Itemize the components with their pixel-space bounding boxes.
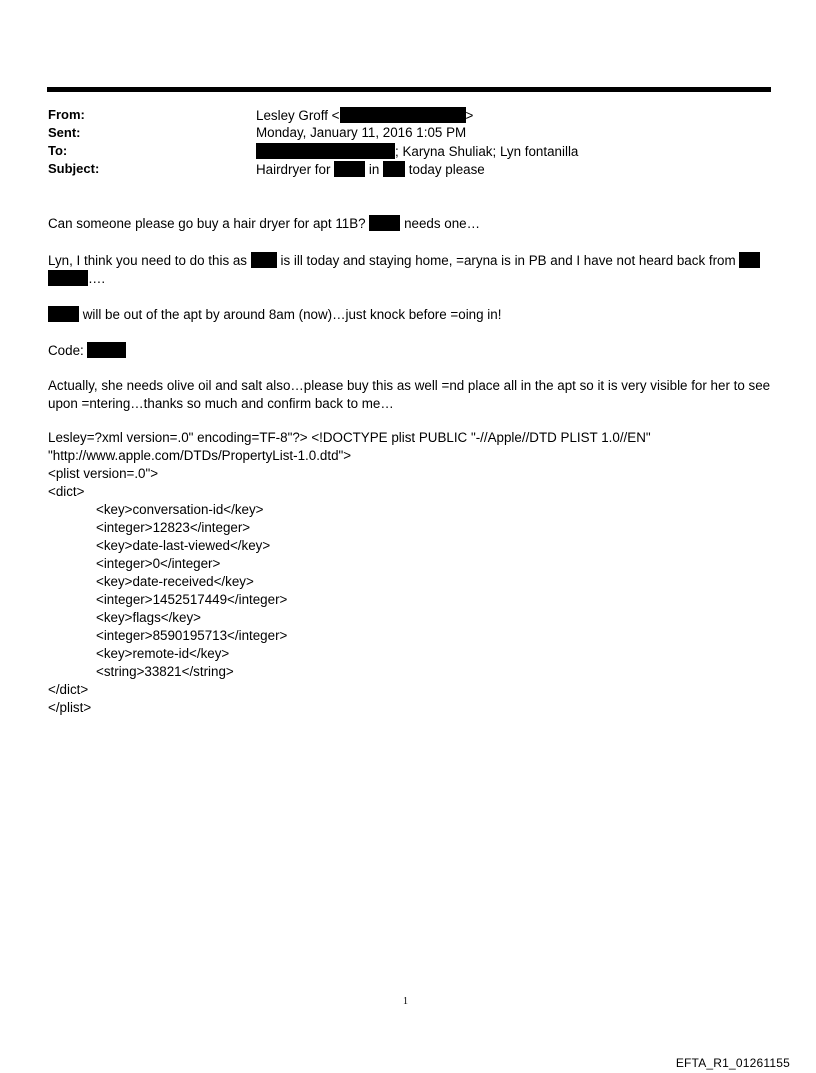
document-id: EFTA_R1_01261155 bbox=[675, 1056, 790, 1070]
plist-line: <dict> bbox=[48, 484, 85, 499]
plist-line: <key>date-received</key> bbox=[96, 574, 254, 589]
body-paragraph-3 bbox=[48, 306, 501, 324]
body-text: Lyn, I think you need to do this as bbox=[48, 253, 248, 268]
body-text: is ill today and staying home, =aryna is in PB and I have not heard back from bbox=[280, 253, 736, 268]
from-name: Lesley Groff < bbox=[256, 108, 340, 123]
plist-line: Lesley=?xml version=.0" encoding=TF-8"?> <!DOCTYPE plist PUBLIC "-//Apple//DTD PLIST 1.0//EN" bbox=[48, 430, 651, 445]
plist-line: <string>33821</string> bbox=[96, 664, 234, 679]
to-label: To: bbox=[48, 143, 68, 158]
redaction-box bbox=[383, 161, 405, 177]
plist-line: <integer>1452517449</integer> bbox=[96, 592, 288, 607]
plist-block bbox=[48, 429, 651, 717]
body-text: …. bbox=[88, 271, 106, 286]
to-recipients: ; Karyna Shuliak; Lyn fontanilla bbox=[395, 144, 579, 159]
redaction-box bbox=[87, 342, 126, 358]
from-close: > bbox=[465, 108, 474, 123]
body-text: needs one… bbox=[404, 216, 481, 231]
body-text: Can someone please go buy a hair dryer for apt 11B? bbox=[48, 216, 366, 231]
sent-label: Sent: bbox=[48, 125, 81, 140]
body-paragraph-2 bbox=[48, 252, 760, 270]
redaction-box bbox=[48, 270, 88, 286]
redaction-box bbox=[251, 252, 277, 268]
redaction-box bbox=[739, 252, 760, 268]
redaction-box bbox=[334, 161, 365, 177]
code-label: Code: bbox=[48, 343, 84, 358]
plist-line: <key>flags</key> bbox=[96, 610, 201, 625]
plist-line: </plist> bbox=[48, 700, 92, 715]
body-paragraph-5-line-1: Actually, she needs olive oil and salt also…please buy this as well =nd place all in the apt so it is very visible for her to see bbox=[48, 378, 771, 393]
header-rule bbox=[47, 87, 771, 92]
body-paragraph-5-line-2: upon =ntering…thanks so much and confirm back to me… bbox=[48, 396, 394, 411]
body-paragraph-code bbox=[48, 342, 126, 360]
plist-line: <integer>8590195713</integer> bbox=[96, 628, 288, 643]
subject-value bbox=[256, 161, 485, 177]
redaction-box bbox=[340, 107, 466, 123]
body-text: will be out of the apt by around 8am (now)…just knock before =oing in! bbox=[82, 307, 502, 322]
subject-part-1: Hairdryer for bbox=[256, 162, 331, 177]
from-label: From: bbox=[48, 107, 85, 122]
subject-label: Subject: bbox=[48, 161, 100, 176]
redaction-box bbox=[369, 215, 400, 231]
plist-line: <integer>12823</integer> bbox=[96, 520, 251, 535]
to-value bbox=[256, 143, 578, 159]
redaction-box bbox=[48, 306, 79, 322]
sent-value: Monday, January 11, 2016 1:05 PM bbox=[256, 125, 467, 140]
plist-line: <plist version=.0"> bbox=[48, 466, 159, 481]
plist-line: <key>date-last-viewed</key> bbox=[96, 538, 271, 553]
plist-line: <key>conversation-id</key> bbox=[96, 502, 264, 517]
from-value bbox=[256, 107, 473, 123]
subject-part-3: today please bbox=[408, 162, 485, 177]
plist-line: </dict> bbox=[48, 682, 89, 697]
body-paragraph-2-cont bbox=[48, 270, 105, 288]
plist-line: <key>remote-id</key> bbox=[96, 646, 230, 661]
body-paragraph-1 bbox=[48, 215, 480, 233]
plist-line: "http://www.apple.com/DTDs/PropertyList-1.0.dtd"> bbox=[48, 448, 352, 463]
subject-part-2: in bbox=[368, 162, 380, 177]
page-number: 1 bbox=[403, 996, 408, 1007]
plist-line: <integer>0</integer> bbox=[96, 556, 221, 571]
redaction-box bbox=[256, 143, 395, 159]
